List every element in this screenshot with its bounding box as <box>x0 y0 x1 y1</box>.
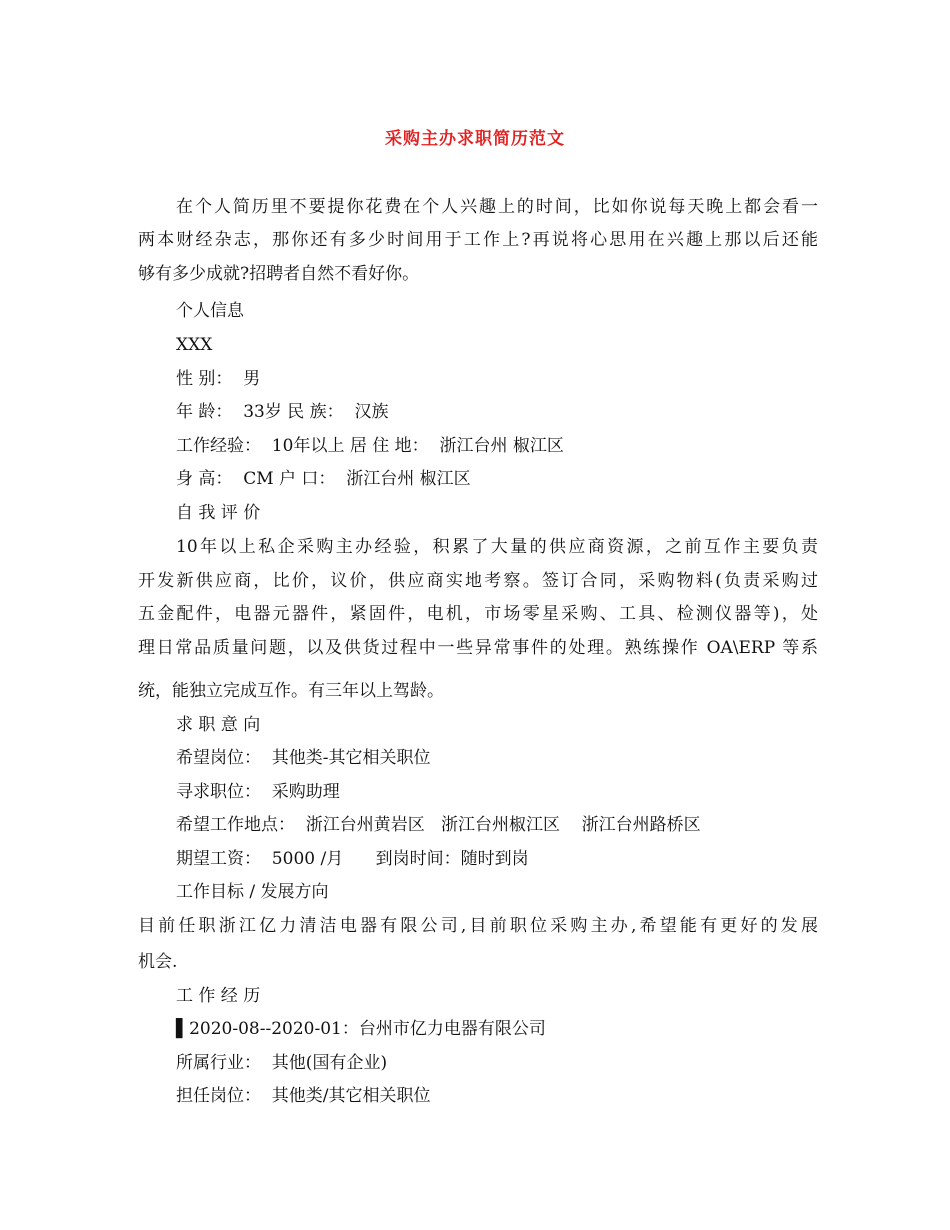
height-hukou-line: 身 高： CM 户 口： 浙江台州 椒江区 <box>176 469 471 489</box>
career-goal-line-2: 机会. <box>138 952 178 972</box>
career-goal-line-1: 目前任职浙江亿力清洁电器有限公司,目前职位采购主办,希望能有更好的发展 <box>138 916 818 936</box>
work-location-line: 希望工作地点： 浙江台州黄岩区 浙江台州椒江区 浙江台州路桥区 <box>176 815 701 835</box>
self-evaluation-line-3: 五金配件，电器元器件，紧固件，电机，市场零星采购、工具、检测仪器等)，处 <box>138 604 818 624</box>
intro-line-1: 在个人简历里不要提你花费在个人兴趣上的时间，比如你说每天晚上都会看一 <box>176 197 818 217</box>
name-value: XXX <box>176 335 213 355</box>
self-evaluation-line-4: 理日常品质量问题，以及供货过程中一些异常事件的处理。熟练操作 OA\ERP 等系 <box>138 638 818 658</box>
intro-line-3: 够有多少成就?招聘者自然不看好你。 <box>138 264 420 284</box>
intro-line-2: 两本财经杂志，那你还有多少时间用于工作上?再说将心思用在兴趣上那以后还能 <box>138 230 818 250</box>
age-ethnicity-line: 年 龄： 33岁 民 族： 汉族 <box>176 402 389 422</box>
document-title: 采购主办求职简历范文 <box>385 129 565 149</box>
self-evaluation-line-2: 开发新供应商，比价，议价，供应商实地考察。签订合同，采购物料(负责采购过 <box>138 571 818 591</box>
hope-position-line: 希望岗位： 其他类-其它相关职位 <box>176 748 431 768</box>
seek-position-line: 寻求职位： 采购助理 <box>176 782 340 802</box>
personal-info-heading: 个人信息 <box>176 301 244 321</box>
experience-residence-line: 工作经验： 10年以上 居 住 地： 浙江台州 椒江区 <box>176 436 564 456</box>
career-goal-heading: 工作目标 / 发展方向 <box>176 882 329 902</box>
self-evaluation-line-1: 10年以上私企采购主办经验，积累了大量的供应商资源，之前互作主要负责 <box>176 537 818 557</box>
self-evaluation-heading: 自 我 评 价 <box>176 503 261 523</box>
industry-line: 所属行业： 其他(国有企业) <box>176 1053 388 1073</box>
job-intent-heading: 求 职 意 向 <box>176 715 261 735</box>
self-evaluation-line-5: 统，能独立完成互作。有三年以上驾龄。 <box>138 681 444 701</box>
work-history-heading: 工 作 经 历 <box>176 986 261 1006</box>
work-entry-line: ▌2020-08--2020-01：台州市亿力电器有限公司 <box>176 1019 546 1039</box>
salary-availability-line: 期望工资： 5000 /月 到岗时间：随时到岗 <box>176 849 529 869</box>
position-line: 担任岗位： 其他类/其它相关职位 <box>176 1086 431 1106</box>
gender-line: 性 别： 男 <box>176 369 261 389</box>
